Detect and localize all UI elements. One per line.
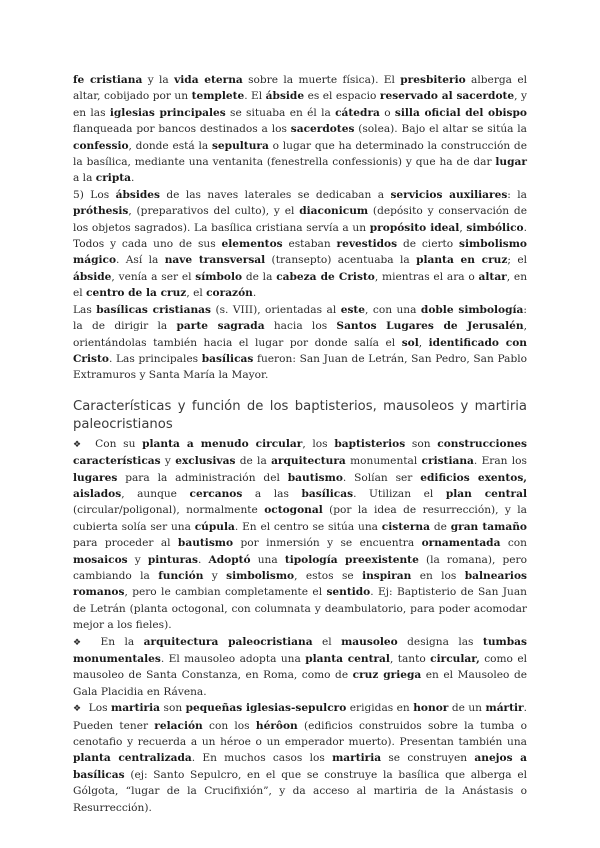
bold-term: relación xyxy=(154,719,203,732)
text-run: , pero le cambian completamente el xyxy=(124,586,327,599)
bold-term: pequeñas iglesias-sepulcro xyxy=(185,702,347,715)
bold-term: propósito ideal xyxy=(369,221,460,234)
bold-term: lugar xyxy=(495,156,527,169)
bold-term: bautismo xyxy=(287,471,343,484)
text-run: (transepto) acentuaba la xyxy=(265,254,417,267)
text-run: con los xyxy=(202,719,256,732)
bold-term: honor xyxy=(413,702,449,715)
text-run: (por la idea de resurrección), y la cubierta solía ser una xyxy=(73,504,527,533)
bold-term: plan central xyxy=(445,487,527,500)
bold-term: octogonal xyxy=(264,504,323,517)
bold-term: nave transversal xyxy=(164,254,266,267)
text-run: : la xyxy=(507,188,527,201)
text-run: es el espacio xyxy=(304,90,380,103)
text-run: , xyxy=(418,336,429,349)
bullet-martiria xyxy=(73,700,527,816)
text-run: , el xyxy=(186,287,207,300)
text-run: hacia los xyxy=(264,320,337,333)
bold-term: servicios auxiliares xyxy=(390,188,508,201)
text-run: , tanto xyxy=(389,653,431,665)
text-run: una xyxy=(250,553,285,566)
text-run: estaban xyxy=(282,238,337,251)
text-run: de un xyxy=(448,702,486,715)
bold-term: diaconicum xyxy=(299,205,369,218)
text-run: , xyxy=(459,221,467,234)
bold-term: planta centralizada xyxy=(73,752,192,765)
text-run: fueron: San Juan de Letrán, San Pedro, San Pablo Extramuros y Santa María la Mayor. xyxy=(73,352,528,382)
bold-term: cátedra xyxy=(335,106,380,119)
bold-term: este xyxy=(340,303,366,316)
bold-term: construcciones características xyxy=(73,437,528,468)
bold-term: circular, xyxy=(430,653,480,665)
bold-term: sacerdotes xyxy=(290,123,355,136)
bold-term: Santos Lugares de Jerusalén xyxy=(336,320,524,333)
bold-term: simbolismo xyxy=(226,569,295,582)
bold-term: sepultura xyxy=(211,139,269,152)
bold-term: templete xyxy=(191,90,245,103)
text-run: (s. VIII), orientadas al xyxy=(210,303,341,316)
text-run: , los xyxy=(302,437,335,450)
bold-term: cercanos xyxy=(189,487,243,500)
bold-term: Adoptó xyxy=(208,553,251,566)
text-run: , con una xyxy=(365,303,421,316)
text-run: para proceder al xyxy=(73,537,178,550)
text-run: , donde está la xyxy=(128,139,212,152)
text-run: . En muchos casos los xyxy=(191,752,333,765)
diamond-bullet-icon: ❖ xyxy=(73,439,85,450)
bold-term: bautismo xyxy=(177,537,234,550)
text-run: flanqueada por bancos destinados a los xyxy=(73,123,291,136)
bold-term: pinturas xyxy=(147,553,199,566)
text-run: alberga el altar, cobijado por un xyxy=(73,74,527,103)
text-run: de la xyxy=(235,455,272,468)
text-run: o xyxy=(379,106,395,119)
bold-term: tumbas monumentales xyxy=(73,635,527,665)
bold-term: vida eterna xyxy=(174,74,243,86)
text-run: . Así la xyxy=(116,254,165,267)
bold-term: inspiran xyxy=(362,569,412,582)
bold-term: centro de la cruz xyxy=(86,287,187,300)
bold-term: arquitectura xyxy=(271,455,346,468)
text-run: 5) Los xyxy=(73,188,116,201)
text-run: en los xyxy=(411,569,465,582)
diamond-bullet-icon: ❖ xyxy=(73,637,88,648)
text-run: . Eran los xyxy=(473,455,527,468)
text-run: y la xyxy=(142,74,175,86)
bold-term: planta central xyxy=(305,653,390,665)
bold-term: martiria xyxy=(332,752,382,765)
bold-term: mosaicos xyxy=(73,553,128,566)
bold-term: sentido xyxy=(326,586,371,599)
text-run: se construyen xyxy=(381,752,475,765)
bold-term: tipología preexistente xyxy=(284,553,419,566)
text-run: (la romana), pero cambiando la xyxy=(73,553,527,582)
bold-term: parte sagrada xyxy=(176,320,265,333)
bold-term: planta en cruz xyxy=(416,254,508,267)
bold-term: cúpula xyxy=(194,520,235,533)
bold-term: cristiana xyxy=(421,455,474,468)
text-run: . xyxy=(198,553,209,566)
text-run: : la de dirigir la xyxy=(73,303,527,333)
bold-term: mártir xyxy=(485,702,524,715)
text-run: . Ej: Baptisterio de San Juan de Letrán (planta octogonal, con columnata y deambulatorio, para poder acomodar mejor a los fieles). xyxy=(73,586,527,632)
text-run: con xyxy=(500,537,527,550)
text-run: designa las xyxy=(397,635,483,648)
paragraph-presbiterio xyxy=(73,72,527,187)
document-body xyxy=(73,72,527,816)
bold-term: basílicas xyxy=(201,352,254,365)
bold-term: reservado al sacerdote xyxy=(379,90,515,103)
bold-term: martiria xyxy=(110,702,161,715)
bold-term: identificado con Cristo xyxy=(73,336,527,365)
bold-term: simbolismo mágico xyxy=(73,238,527,267)
bold-term: fe cristiana xyxy=(73,74,143,86)
text-run: de xyxy=(430,520,451,533)
text-run: . Solían ser xyxy=(342,471,421,484)
text-run: en el Mausoleo de Gala Placidia en Rávena. xyxy=(73,669,528,698)
bold-term: arquitectura paleocristiana xyxy=(143,635,313,648)
bold-term: cabeza de Cristo xyxy=(276,270,375,283)
text-run: Los xyxy=(85,702,111,715)
diamond-bullet-icon: ❖ xyxy=(73,704,82,715)
bold-term: hérôon xyxy=(255,719,298,732)
text-run: . xyxy=(131,172,135,185)
text-run: Con su xyxy=(88,437,143,450)
text-run: (edificios construidos sobre la tumba o cenotafio y recuerda a un héroe o un emperador muerto). Presentan también una xyxy=(73,719,527,749)
text-run: , mientras el ara o xyxy=(374,270,479,283)
text-run: y xyxy=(160,455,176,468)
text-run: por inmersión y se encuentra xyxy=(233,537,422,550)
text-run: para la administración del xyxy=(117,471,288,484)
bold-term: simbólico xyxy=(466,221,524,234)
bold-term: edificios exentos, aislados xyxy=(73,471,527,500)
text-run: y xyxy=(127,553,148,566)
text-run: , en el xyxy=(73,270,528,300)
text-run: , y en las xyxy=(73,90,527,119)
text-run: y xyxy=(203,569,227,582)
bold-term: presbiterio xyxy=(400,74,466,86)
text-run: , (preparativos del culto), y el xyxy=(128,205,300,218)
bold-term: balnearios romanos xyxy=(73,569,527,599)
bold-term: cisterna xyxy=(381,520,431,533)
bold-term: baptisterios xyxy=(334,437,406,450)
bold-term: planta a menudo circular xyxy=(142,437,303,450)
text-run: . Utilizan el xyxy=(353,487,446,500)
text-run: monumental xyxy=(345,455,422,468)
text-run: (depósito y conservación de los objetos sagrados). La basílica cristiana servía a un xyxy=(73,205,527,234)
text-run: , aunque xyxy=(121,487,190,500)
text-run: Las xyxy=(73,303,97,316)
text-run: como el mausoleo de Santa Constanza, en Roma, como de xyxy=(73,653,527,682)
bold-term: exclusivas xyxy=(175,455,236,468)
bold-term: sol xyxy=(401,336,419,349)
text-run: , orientándolas también hacia el lugar por donde salía el xyxy=(73,320,527,349)
text-run: . El mausoleo adopta una xyxy=(160,653,306,665)
bold-term: revestidos xyxy=(336,238,398,251)
bold-term: símbolo xyxy=(195,270,243,283)
text-run: el xyxy=(312,635,342,648)
bold-term: basílicas cristianas xyxy=(96,303,211,316)
bold-term: próthesis xyxy=(73,205,129,218)
bold-term: ábside xyxy=(265,90,305,103)
text-run: (circular/poligonal), normalmente xyxy=(73,504,265,517)
bold-term: elementos xyxy=(221,238,283,251)
text-run: de las naves laterales se dedicaban a xyxy=(159,188,391,201)
bold-term: cruz griega xyxy=(352,669,422,682)
text-run: . Pueden tener xyxy=(73,702,528,732)
bullet-mausoleo xyxy=(73,634,527,701)
text-run: de cierto xyxy=(397,238,460,251)
paragraph-basilicas xyxy=(73,302,527,384)
bold-term: iglesias principales xyxy=(109,106,226,119)
bold-term: lugares xyxy=(73,471,118,484)
text-run: son xyxy=(160,702,186,715)
text-run: erigidas en xyxy=(346,702,414,715)
bold-term: anejos a basílicas xyxy=(73,752,527,781)
text-run: se situaba en él la xyxy=(225,106,336,119)
text-run: a las xyxy=(242,487,302,500)
bold-term: ábside xyxy=(73,270,112,283)
bold-term: cripta xyxy=(95,172,131,185)
bold-term: silla oficial del obispo xyxy=(394,106,527,119)
bold-term: basílicas xyxy=(301,487,354,500)
text-run: sobre la muerte física). El xyxy=(242,74,401,86)
text-run: , estos se xyxy=(294,569,363,582)
bold-term: confessio xyxy=(73,139,129,152)
text-run: . Las principales xyxy=(108,352,202,365)
text-run: En la xyxy=(91,635,144,648)
bold-term: ornamentada xyxy=(421,537,501,550)
bold-term: gran tamaño xyxy=(450,520,527,533)
text-run: . Todos y cada uno de sus xyxy=(73,221,527,251)
bold-term: altar xyxy=(478,270,507,283)
bold-term: doble simbología xyxy=(420,303,524,316)
text-run: . En el centro se sitúa una xyxy=(234,520,382,533)
text-run: son xyxy=(405,437,438,450)
text-run: ; el xyxy=(507,254,527,267)
text-run: (solea). Bajo el altar se sitúa la xyxy=(354,123,527,136)
text-run: , venía a ser el xyxy=(111,270,196,283)
bold-term: función xyxy=(158,569,204,582)
bullet-baptisterios xyxy=(73,436,527,634)
bold-term: corazón xyxy=(206,287,253,300)
bold-term: ábsides xyxy=(115,188,160,201)
text-run: de la xyxy=(242,270,277,283)
text-run: . xyxy=(252,287,257,300)
text-run: (ej: Santo Sepulcro, en el que se construye la basílica que alberga el Gólgota, “lugar de la Crucifixión”, y da acceso al martiria de la Anástasis o Resurrección). xyxy=(73,768,527,814)
text-run: . El xyxy=(244,90,266,103)
section-heading: Características y función de los baptisterios, mausoleos y martiria paleocristianos xyxy=(73,398,527,432)
text-run: o lugar que ha determinado la construcción de la basílica, mediante una ventanita (fenestrella confessionis) y que ha de dar xyxy=(73,139,527,169)
paragraph-absides xyxy=(73,187,527,302)
bold-term: mausoleo xyxy=(341,635,398,648)
text-run: a la xyxy=(73,172,96,185)
